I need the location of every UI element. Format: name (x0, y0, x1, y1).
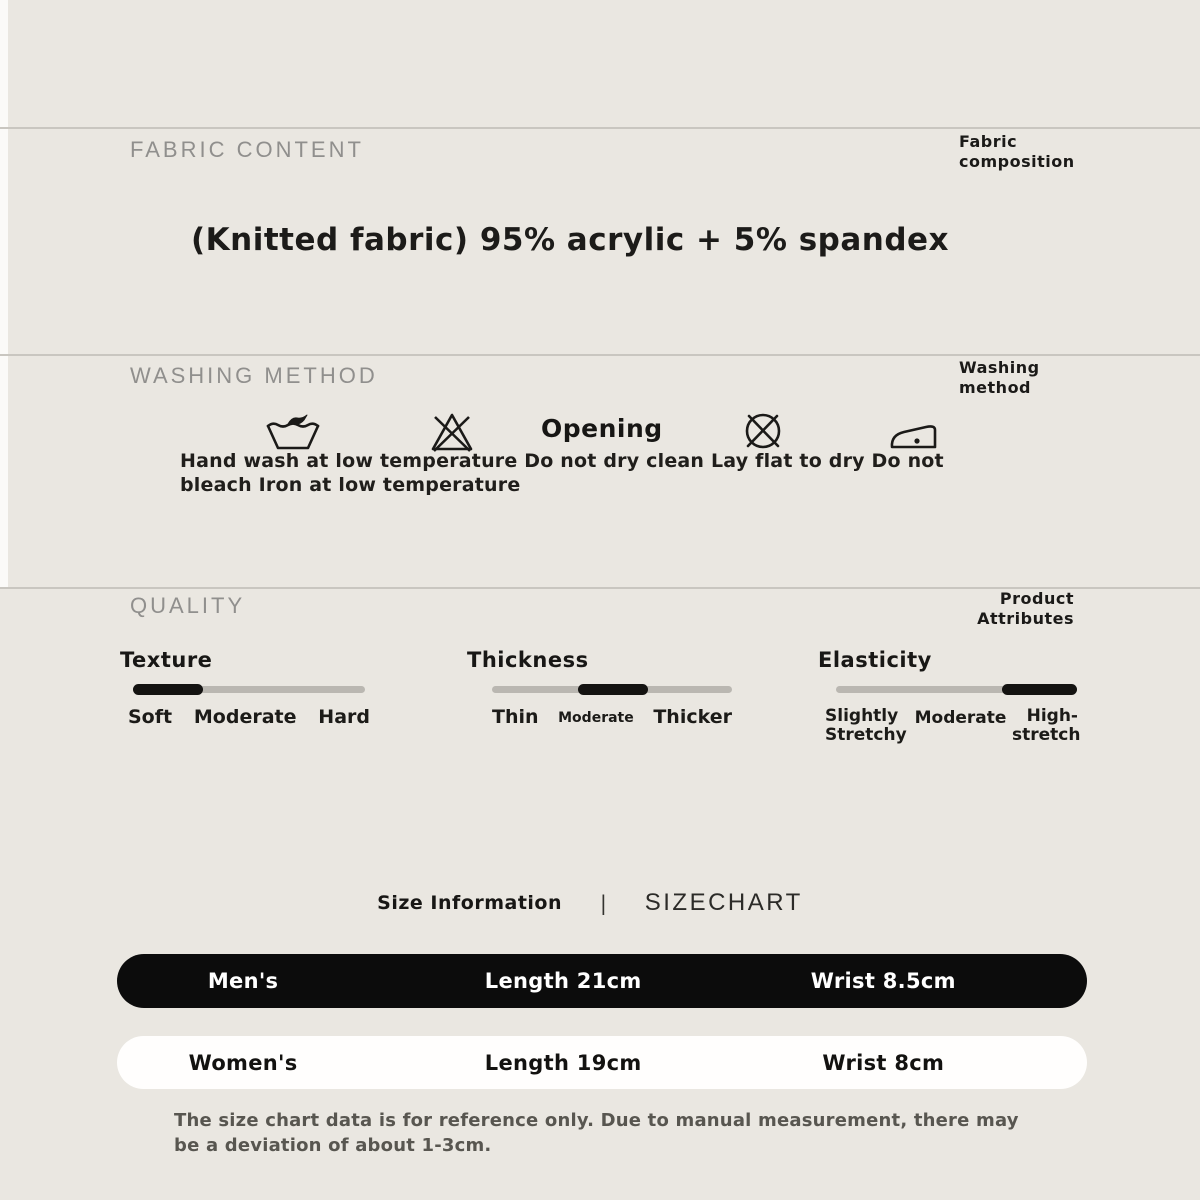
sizechart-label: SIZECHART (644, 889, 803, 916)
size-row-mens (117, 954, 1087, 1008)
thickness-level-thicker: Thicker (653, 706, 732, 728)
texture-level-moderate: Moderate (193, 706, 297, 728)
elasticity-slider (836, 686, 1077, 693)
iron-icon (889, 416, 939, 450)
thickness-labels (492, 707, 732, 728)
texture-slider (133, 686, 365, 693)
washing-side-label: Washing method (959, 358, 1040, 397)
size-row-label: Women's (188, 1050, 298, 1075)
size-chart-disclaimer: The size chart data is for reference only. Due to manual measurement, there may be a deviation of about 1-3cm. (174, 1110, 1019, 1157)
texture-level-soft: Soft (128, 706, 173, 728)
size-chart-header (0, 889, 1180, 917)
thickness-title: Thickness (467, 648, 589, 672)
header-separator: | (600, 891, 607, 915)
washing-instructions-text: Hand wash at low temperature Do not dry clean Lay flat to dry Do not bleach Iron at low temperature (180, 450, 944, 497)
thickness-attribute (467, 648, 732, 728)
size-row-length: Length 21cm (484, 969, 642, 993)
size-row-wrist: Wrist 8.5cm (810, 969, 956, 993)
size-row-womens (117, 1036, 1087, 1089)
hand-wash-icon (264, 414, 322, 452)
thickness-slider (492, 686, 732, 693)
fabric-side-label: Fabric composition (959, 132, 1075, 171)
thickness-slider-fill (578, 684, 648, 695)
fabric-composition-text: (Knitted fabric) 95% acrylic + 5% spandex (190, 222, 950, 258)
texture-attribute (120, 648, 370, 728)
thickness-level-thin: Thin (492, 706, 539, 728)
elasticity-attribute (818, 648, 1080, 745)
size-row-length: Length 19cm (484, 1050, 642, 1075)
texture-level-hard: Hard (318, 706, 370, 728)
elasticity-level-moderate: Moderate (914, 708, 1007, 728)
do-not-tumble-dry-icon (740, 409, 786, 453)
size-row-label: Men's (207, 969, 279, 993)
elasticity-level-high-stretch: High-stretch (1012, 706, 1081, 746)
elasticity-title: Elasticity (818, 648, 932, 672)
texture-labels (128, 707, 370, 728)
opening-label: Opening (541, 414, 663, 443)
page-edge-strip (0, 0, 8, 588)
section-divider (0, 127, 1200, 129)
size-row-wrist: Wrist 8cm (822, 1050, 945, 1075)
thickness-level-moderate: Moderate (558, 710, 634, 726)
texture-title: Texture (120, 648, 213, 672)
texture-slider-fill (133, 684, 203, 695)
do-not-bleach-icon (429, 409, 475, 453)
elasticity-slider-fill (1002, 684, 1077, 695)
quality-section-heading: QUALITY (130, 593, 246, 618)
elasticity-level-slightly-stretchy: Slightly Stretchy (825, 706, 907, 746)
section-divider (0, 354, 1200, 356)
washing-section-heading: WASHING METHOD (130, 363, 378, 388)
elasticity-labels (825, 706, 1081, 746)
fabric-section-heading: FABRIC CONTENT (130, 137, 364, 162)
quality-side-label: Product Attributes (977, 589, 1074, 628)
size-information-label: Size Information (377, 892, 562, 914)
